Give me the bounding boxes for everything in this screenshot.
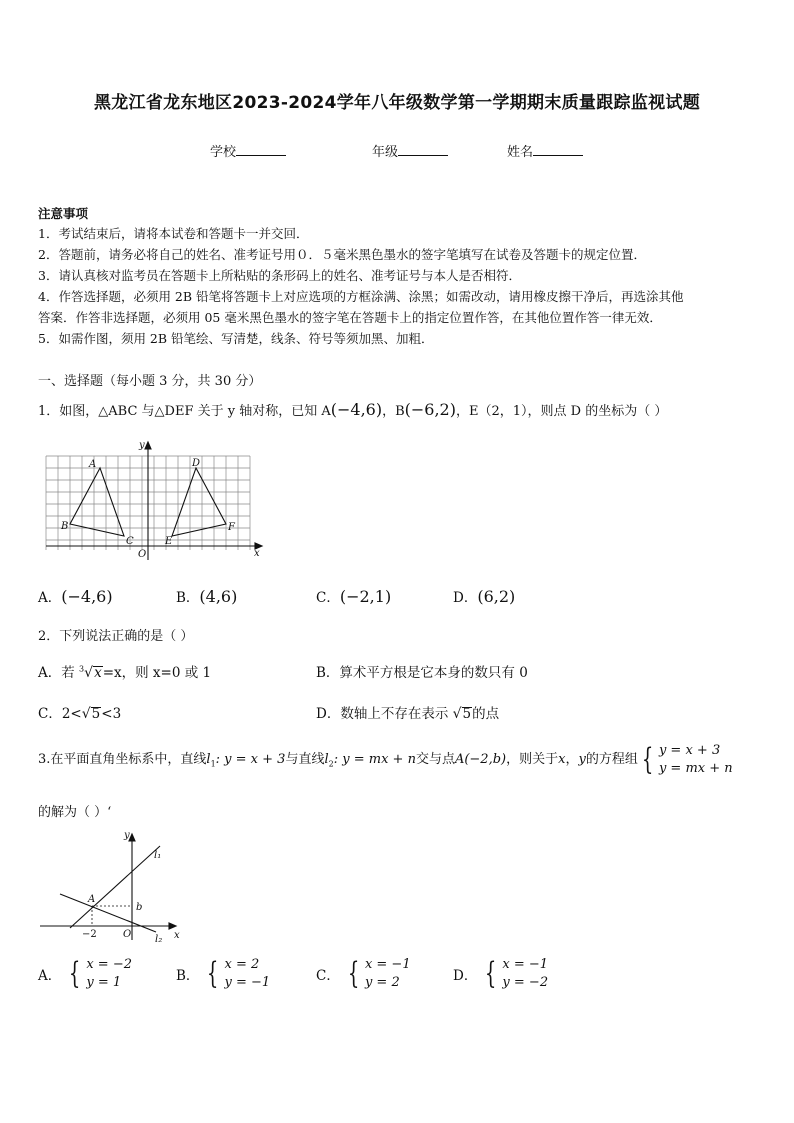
system-row: y = −1 xyxy=(224,975,271,990)
label-origin: O xyxy=(138,549,147,560)
name-blank xyxy=(533,143,583,156)
option-text: A．若 xyxy=(38,665,80,681)
q3-point: A(−2,b) xyxy=(454,752,507,767)
grade-label: 年级 xyxy=(372,145,399,160)
system-row: y = mx + n xyxy=(658,760,733,776)
label-l1: l₁ xyxy=(154,850,162,861)
q3-option-a[interactable] xyxy=(38,956,132,992)
q3-var: x xyxy=(558,752,566,767)
option-system: A． { x = −2 y = 1 xyxy=(38,956,132,991)
label-d: D xyxy=(192,458,201,469)
notice-heading: 注意事项 xyxy=(38,206,89,221)
page-title: 黑龙江省龙东地区2023-2024学年八年级数学第一学期期末质量跟踪监视试题 xyxy=(93,93,701,113)
label-y-axis: y xyxy=(139,440,145,451)
q2-stem: 2．下列说法正确的是（ ） xyxy=(38,629,194,644)
option-letter: A． xyxy=(38,590,62,606)
option-letter: D． xyxy=(453,590,478,606)
q1-stem xyxy=(38,400,667,419)
label-e: E xyxy=(165,536,173,547)
option-value: (−2,1) xyxy=(339,587,392,606)
radicand: 5 xyxy=(91,706,101,722)
option-text: 2< xyxy=(61,706,82,722)
lines xyxy=(60,846,160,932)
option-text: D．数轴上不存在表示 xyxy=(316,706,453,722)
option-system: C． { x = −1 y = 2 xyxy=(316,956,411,991)
q3-eq: : y = x + 3 xyxy=(215,752,286,767)
q1-option-d[interactable] xyxy=(453,586,515,606)
option-letter: C． xyxy=(316,590,340,606)
label-l2: l₂ xyxy=(155,934,163,945)
system-row: y = 1 xyxy=(86,975,122,990)
q1-stem-text: ，E（2，1），则点 D 的坐标为（ ） xyxy=(455,404,668,419)
q2-option-b[interactable]: B．算术平方根是它本身的数只有 0 xyxy=(316,665,528,681)
q1-option-c[interactable] xyxy=(316,586,391,606)
option-value: (4,6) xyxy=(199,587,238,606)
q3-option-d[interactable] xyxy=(453,956,548,992)
label-x-axis: x xyxy=(254,548,260,559)
radicand: 5 xyxy=(462,706,472,722)
label-a: A xyxy=(89,459,97,470)
q1-point-a: (−4,6) xyxy=(330,400,383,419)
q3-option-c[interactable] xyxy=(316,956,411,992)
label-origin: O xyxy=(123,929,132,940)
option-text: C． xyxy=(38,706,62,722)
notice-item: 2．答题前，请务必将自己的姓名、准考证号用０．５毫米黑色墨水的签字笔填写在试卷及答题卡的规定位置． xyxy=(38,247,646,262)
option-text: <3 xyxy=(101,706,122,722)
school-label: 学校 xyxy=(210,145,237,160)
option-system: B． { x = 2 y = −1 xyxy=(176,956,271,991)
q1-figure xyxy=(44,438,266,562)
notice-item: 1．考试结束后，请将本试卷和答题卡一并交回． xyxy=(38,226,309,241)
q2-option-c[interactable]: C．2<√5<3 xyxy=(38,706,122,722)
q3-text: ， xyxy=(565,752,579,767)
notice-item: 5．如需作图，须用 2B 铅笔绘、写清楚，线条、符号等须加黑、加粗． xyxy=(38,331,434,346)
grade-blank xyxy=(398,143,448,156)
triangle-def xyxy=(172,468,226,536)
q1-option-a[interactable] xyxy=(38,586,113,606)
label-f: F xyxy=(228,522,235,533)
system-row: y = −2 xyxy=(502,975,549,990)
option-text: =x，则 x=0 或 1 xyxy=(102,665,212,681)
q1-point-b: (−6,2) xyxy=(404,400,456,419)
q3-sub: 2 xyxy=(328,759,334,769)
system-row: x = 2 xyxy=(224,957,260,972)
system-row: y = x + 3 xyxy=(658,742,721,758)
system-row: y = 2 xyxy=(364,975,400,990)
q3-var: y xyxy=(578,752,586,767)
label-c: C xyxy=(126,536,134,547)
option-letter: B． xyxy=(176,968,200,984)
option-value: (−4,6) xyxy=(61,587,113,606)
option-value: (6,2) xyxy=(477,587,516,606)
label-neg2: −2 xyxy=(82,929,97,940)
q3-eq: : y = mx + n xyxy=(333,752,416,767)
root-index: 3 xyxy=(79,664,85,674)
label-x-axis: x xyxy=(174,930,180,941)
name-field xyxy=(507,141,583,160)
q3-figure xyxy=(38,828,188,946)
notice-item: 4．作答选择题，必须用 2B 铅笔将答题卡上对应选项的方框涂满、涂黑；如需改动，请用橡皮擦干净后，再选涂其他 xyxy=(38,289,684,304)
option-text: 的点 xyxy=(472,706,500,722)
triangle-abc xyxy=(70,468,124,536)
q3-var: l xyxy=(324,752,329,767)
system-row: x = −1 xyxy=(364,957,411,972)
school-field xyxy=(210,141,286,160)
q3-sub: 1 xyxy=(210,759,216,769)
q3-var: l xyxy=(206,752,211,767)
system-row: x = −2 xyxy=(86,957,132,972)
q2-option-d[interactable]: D．数轴上不存在表示 √5的点 xyxy=(316,706,500,722)
q3-text: 的方程组 xyxy=(585,752,638,767)
q3-stem xyxy=(38,740,733,785)
q1-stem-text: ，B xyxy=(382,404,405,419)
q3-text: 交与点 xyxy=(415,752,455,767)
radicand: x xyxy=(94,665,102,681)
q3-text: 与直线 xyxy=(285,752,325,767)
q3-option-b[interactable] xyxy=(176,956,270,992)
section-heading: 一、选择题（每小题 3 分，共 30 分） xyxy=(38,374,262,389)
q3-tail: 的解为（ ）‘ xyxy=(38,805,112,820)
notice-item: 答案．作答非选择题，必须用 05 毫米黑色墨水的签字笔在答题卡上的指定位置作答，在其他位置作答一律无效． xyxy=(38,310,662,325)
school-blank xyxy=(236,143,286,156)
q1-stem-text: 1．如图，△ABC 与△DEF 关于 y 轴对称，已知 A xyxy=(38,404,331,419)
notice-item: 3．请认真核对监考员在答题卡上所粘贴的条形码上的姓名、准考证号与本人是否相符． xyxy=(38,268,521,283)
label-y-axis: y xyxy=(124,830,130,841)
label-b: B xyxy=(61,521,69,532)
system-row: x = −1 xyxy=(502,957,549,972)
q3-text: 3.在平面直角坐标系中，直线 xyxy=(38,752,207,767)
q1-option-b[interactable] xyxy=(176,586,237,606)
q3-system: { y = x + 3 y = mx + n xyxy=(641,741,733,777)
option-letter: B． xyxy=(176,590,200,606)
q2-option-a[interactable]: A．若 $^3$√x=x，则 x=0 或 1 xyxy=(38,664,212,681)
option-letter: D． xyxy=(453,968,478,984)
name-label: 姓名 xyxy=(507,145,534,160)
q3-text: ，则关于 xyxy=(506,752,559,767)
option-system: D． { x = −1 y = −2 xyxy=(453,956,549,991)
grade-field xyxy=(372,141,448,160)
option-letter: A． xyxy=(38,968,62,984)
label-b: b xyxy=(136,902,143,913)
label-point-a: A xyxy=(88,894,96,905)
option-letter: C． xyxy=(316,968,340,984)
